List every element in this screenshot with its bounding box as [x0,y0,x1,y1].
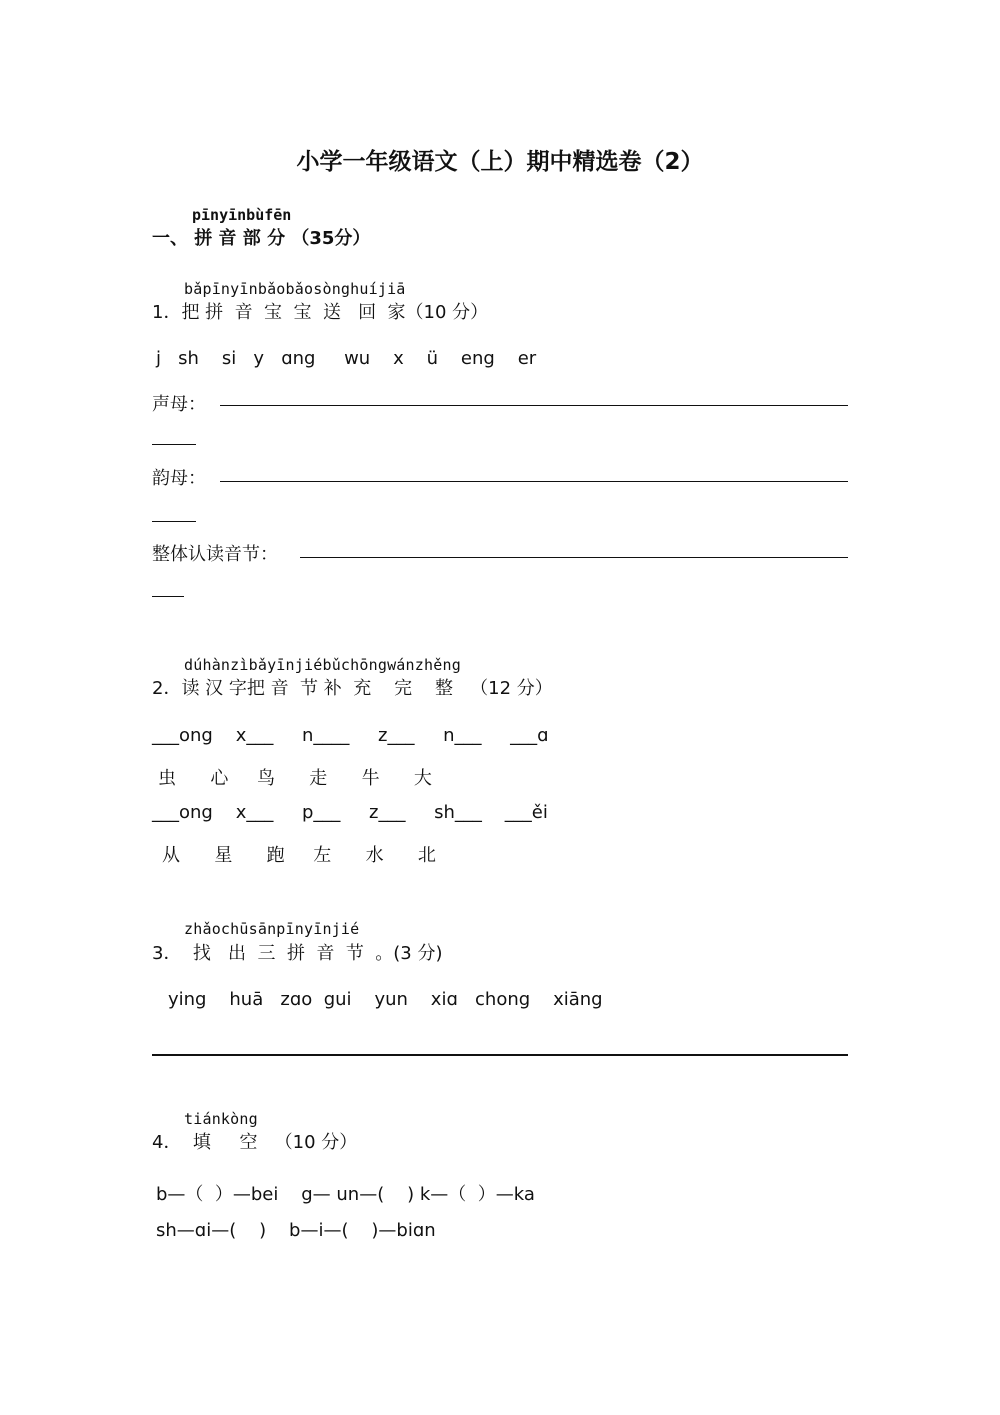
yunmu-answer-line-cont[interactable] [152,521,196,522]
q2-row1-chars: 虫 心 鸟 走 牛 大 [158,768,432,789]
page-title: 小学一年级语文（上）期中精选卷（2） [296,149,704,175]
section1-heading: 一、 拼 音 部 分 （35分） [152,228,371,249]
q4-line2: sh—ɑi—( ) b—i—( )—biɑn [156,1220,436,1241]
q3-pinyin: zhǎochūsānpīnyīnjié [184,920,360,938]
q2-row1-pinyin: ___ong x___ n____ z___ n___ ___ɑ [152,725,549,746]
q1-text: 1．把 拼 音 宝 宝 送 回 家（10 分） [152,302,489,323]
shengmu-label: 声母： [152,394,206,415]
q4-text: 4． 填 空 （10 分） [152,1132,358,1153]
q1-pinyin: bǎpīnyīnbǎobǎosònghuíjiā [184,280,406,298]
q3-answer-line[interactable] [152,1054,848,1056]
zhengti-answer-line-cont[interactable] [152,596,184,597]
shengmu-answer-line[interactable] [220,405,848,406]
q4-pinyin: tiánkòng [184,1110,258,1128]
q3-text: 3． 找 出 三 拼 音 节 。(3 分) [152,943,443,964]
zhengti-answer-line[interactable] [300,557,848,558]
q1-letters: j sh si y ɑng wu x ü eng er [156,348,537,369]
zhengti-label: 整体认读音节： [152,544,278,565]
q4-line1: b—（ ）—bei g— un—( ) k—（ ）—ka [156,1184,535,1205]
q2-pinyin: dúhànzìbǎyīnjiébǔchōngwánzhěng [184,656,461,674]
q3-syllables: ying huā zɑo gui yun xiɑ chong xiāng [168,989,603,1010]
q2-row2-chars: 从 星 跑 左 水 北 [162,845,436,866]
yunmu-answer-line[interactable] [220,481,848,482]
q2-text: 2．读 汉 字把 音 节 补 充 完 整 （12 分） [152,678,553,699]
yunmu-label: 韵母： [152,468,206,489]
q2-row2-pinyin: ___ong x___ p___ z___ sh___ ___ěi [152,802,548,823]
section1-pinyin: pīnyīnbùfēn [192,206,292,224]
shengmu-answer-line-cont[interactable] [152,444,196,445]
